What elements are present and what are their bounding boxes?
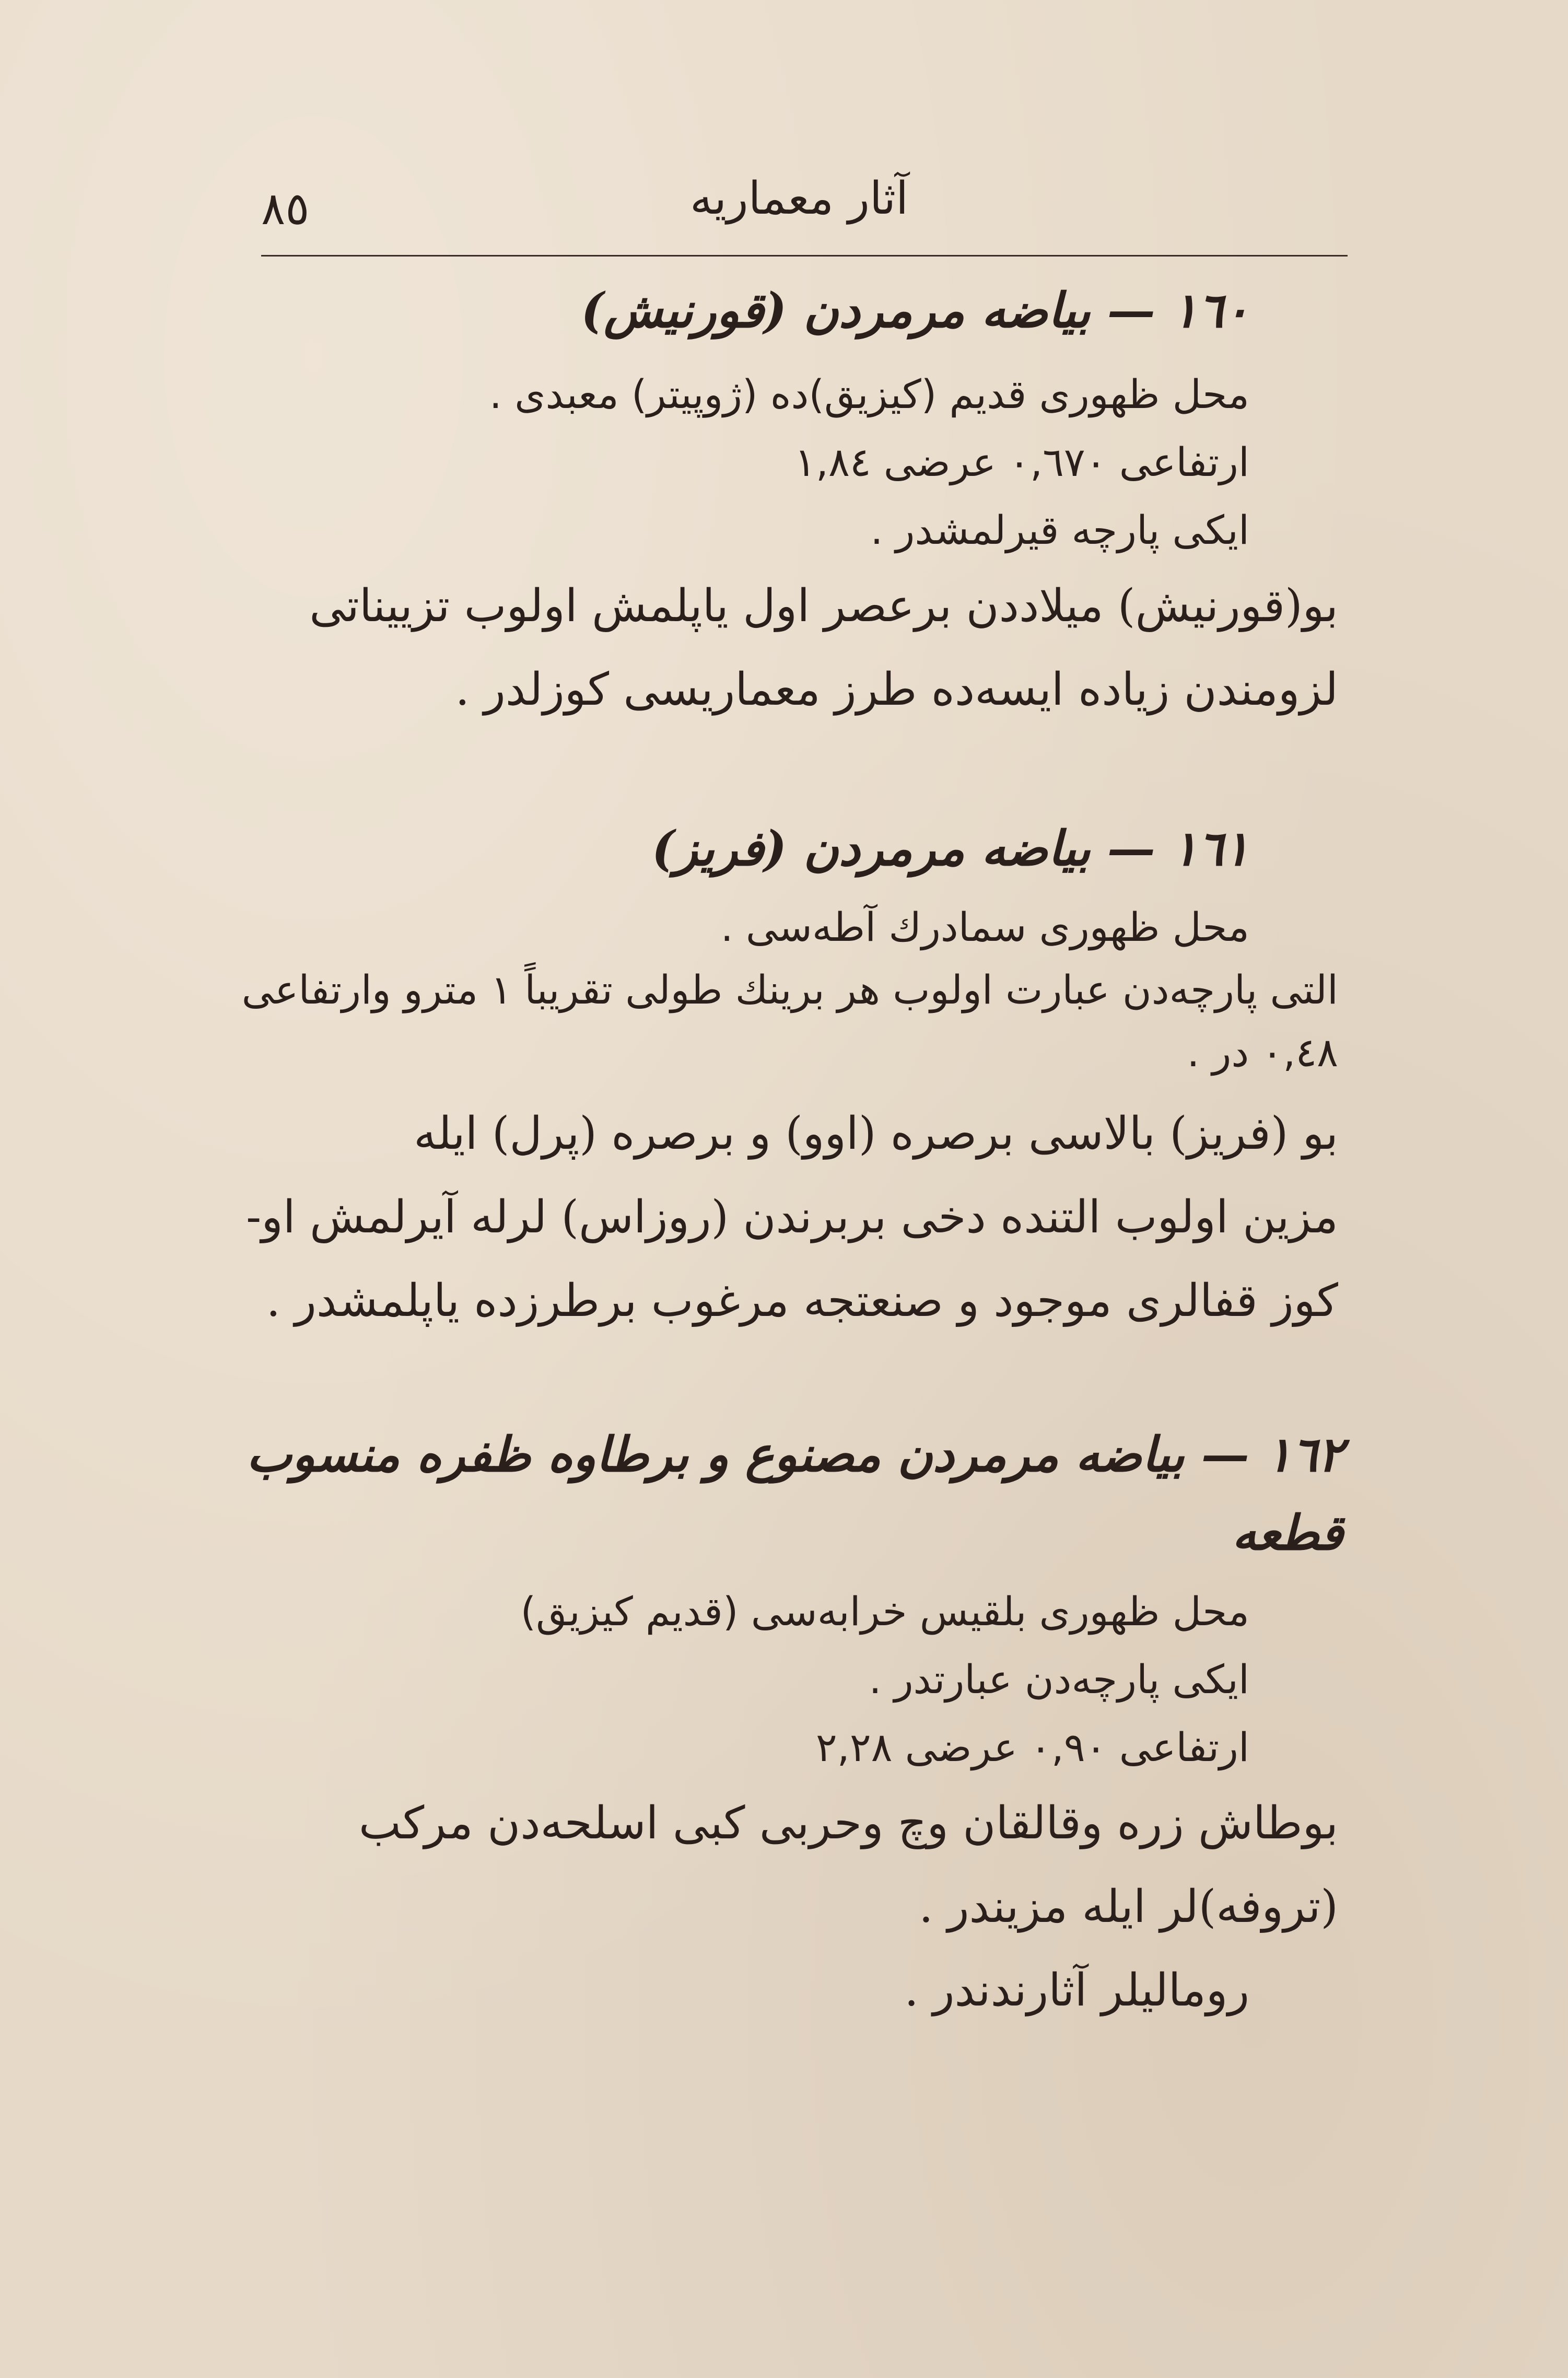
entry-162-dimensions: ارتفاعی ٠,٩٠ عرضی ٢,٢٨ — [815, 1724, 1249, 1770]
entry-160-condition: ايكی پارچه قيرلمشدر . — [870, 507, 1249, 553]
running-title: آثار معماريه — [690, 172, 908, 225]
page-number: ٨٥ — [261, 183, 310, 235]
entry-161-origin: محل ظهوری سمادرك آطه‌سی . — [720, 904, 1249, 950]
entry-162-origin: محل ظهوری بلقيس خرابه‌سی (قديم كيزيق) — [520, 1588, 1249, 1635]
entry-162-body-line: (تروفه)لر ايله مزيندر . — [919, 1881, 1338, 1933]
entry-162-composition: ايكی پارچه‌دن عبارتدر . — [869, 1656, 1249, 1703]
entry-162-heading-cont: قطعه — [1232, 1505, 1343, 1561]
entry-161-description: التی پارچه‌دن عبارت اولوب هر برينك طولی تقريباً ١ مترو وارتفاعی — [241, 966, 1338, 1013]
entry-161-body-line: مزين اولوب التنده دخی بربرندن (روزاس) لرله آيرلمش او- — [246, 1191, 1338, 1243]
entry-161-body-line: بو (فريز) بالاسی برصره (اوو) و برصره (پرل) ايله — [414, 1108, 1338, 1160]
entry-162-body-line: روماليلر آثارندندر . — [904, 1964, 1249, 2016]
entry-161-body-line: كوز قفالری موجود و صنعتجه مرغوب برطرزده ياپلمشدر . — [266, 1275, 1338, 1327]
entry-160-heading: ١٦٠ — بياضه مرمردن (قورنيش) — [581, 282, 1249, 339]
entry-160-origin: محل ظهوری قديم (كيزيق)ده (ژوپيتر) معبدی . — [489, 371, 1249, 417]
entry-160-dimensions: ارتفاعی ٠,٦٧٠ عرضی ١,٨٤ — [794, 439, 1249, 485]
entry-161-description-cont: ٠,٤٨ در . — [1187, 1029, 1338, 1076]
entry-160-body-line: لزومندن زياده ايسه‌ده طرز معماريسی كوزلدر . — [455, 663, 1338, 716]
header-rule — [261, 255, 1348, 257]
entry-160-body-line: بو(قورنيش) ميلاددن برعصر اول ياپلمش اولوب تزييناتی — [309, 580, 1338, 632]
entry-162-heading: ١٦٢ — بياضه مرمردن مصنوع و برطاوه ظفره منسوب — [247, 1426, 1343, 1483]
entry-161-heading: ١٦١ — بياضه مرمردن (فريز) — [652, 820, 1249, 877]
entry-162-body-line: بوطاش زره وقالقان وچ وحربی كبی اسلحه‌دن مركب — [358, 1797, 1338, 1849]
